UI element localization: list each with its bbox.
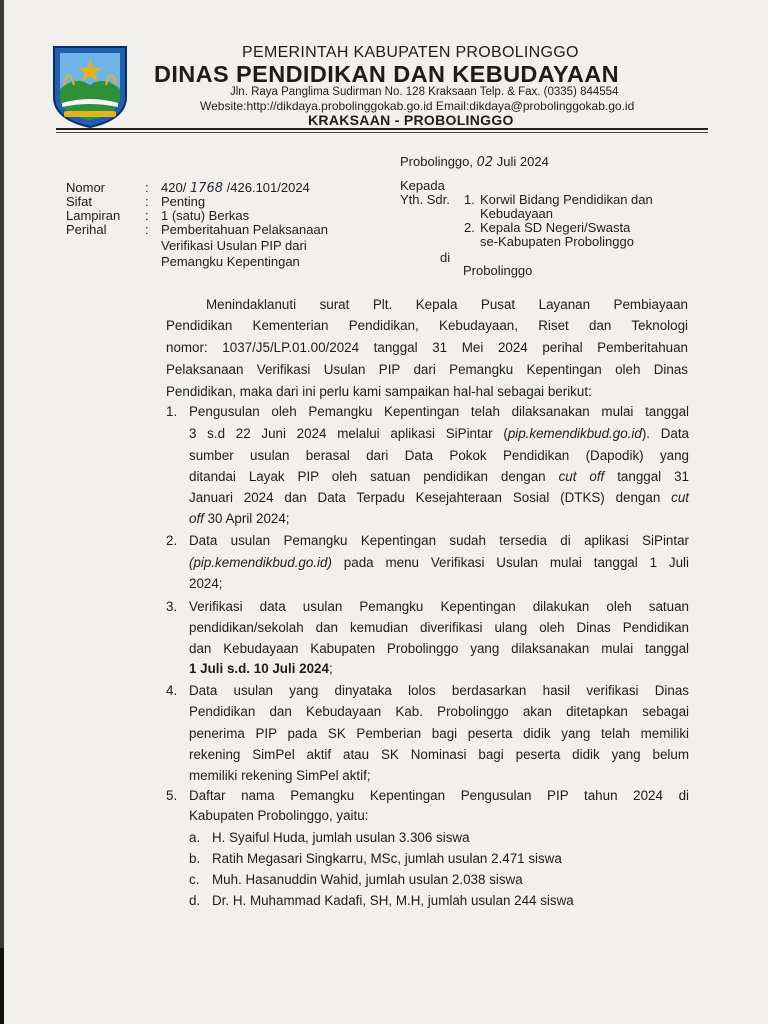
sub-item-b-letter: b.	[189, 851, 201, 866]
nomor-label: Nomor	[66, 180, 106, 195]
sub-item-d-text: Dr. H. Muhammad Kadafi, SH, M.H, jumlah usulan 244 siswa	[212, 893, 574, 908]
letterhead-government: PEMERINTAH KABUPATEN PROBOLINGGO	[242, 44, 579, 61]
intro-line-1: Menindaklanuti surat Plt. Kepala Pusat Layanan Pembiayaan	[206, 297, 688, 312]
sub-item-d-letter: d.	[189, 893, 201, 908]
item-1-line-3: sumber usulan berasal dari Data Pokok Pendidikan (Dapodik) yang	[189, 448, 689, 463]
sub-item-a-text: H. Syaiful Huda, jumlah usulan 3.306 siswa	[212, 830, 470, 845]
item-4-number: 4.	[166, 683, 178, 698]
item-5-number: 5.	[166, 788, 178, 803]
sipintar-url: pip.kemendikbud.go.id	[507, 426, 642, 441]
letter-date	[400, 154, 549, 170]
recipient-kepada: Kepada	[400, 178, 445, 193]
item-5-line-1: Daftar nama Pemangku Kepentingan Pengusulan PIP tahun 2024 di	[189, 788, 689, 803]
sub-item-c-text: Muh. Hasanuddin Wahid, jumlah usulan 2.038 siswa	[212, 872, 523, 887]
sifat-value: Penting	[161, 194, 206, 209]
item-1-line-4	[189, 469, 689, 484]
item-4-line-3: penerima PIP pada SK Pemberian bagi peserta didik yang telah memiliki	[189, 726, 689, 741]
kabupaten-emblem-icon	[52, 45, 128, 129]
scan-edge-bottom	[0, 948, 4, 1024]
recipient-2-number: 2.	[464, 220, 475, 235]
perihal-line-2: Verifikasi Usulan PIP dari	[161, 238, 307, 253]
perihal-label: Perihal	[66, 222, 107, 237]
letterhead-rule-thin	[56, 132, 708, 133]
item-1-number: 1.	[166, 404, 178, 419]
item-4-line-1: Data usulan yang dinyataka lolos berdasarkan hasil verifikasi Dinas	[189, 683, 689, 698]
date-month-year: Juli 2024	[496, 154, 549, 169]
letterhead-rule-thick	[56, 128, 708, 130]
intro-line-5: Pendidikan, maka dari ini perlu kami sampaikan hal-hal sebagai berikut:	[166, 384, 592, 399]
item-3-date-range: 1 Juli s.d. 10 Juli 2024	[189, 661, 329, 676]
item-3-line-1: Verifikasi data usulan Pemangku Kepentingan dilakukan oleh satuan	[189, 599, 689, 614]
item-3-line-4-post: ;	[328, 661, 333, 676]
item-1-line-4-pre: ditandai Layak PIP oleh satuan pendidikan dengan	[189, 469, 559, 484]
date-city: Probolinggo,	[400, 154, 473, 169]
sub-item-b-text: Ratih Megasari Singkarru, MSc, jumlah usulan 2.471 siswa	[212, 851, 562, 866]
recipient-yth: Yth. Sdr.	[400, 192, 450, 207]
item-2-line-3: 2024;	[189, 576, 223, 591]
lampiran-label: Lampiran	[66, 208, 121, 223]
nomor-colon: :	[145, 180, 149, 195]
item-3-line-4	[189, 661, 333, 676]
item-2-number: 2.	[166, 533, 178, 548]
scan-edge-left	[0, 0, 4, 1024]
item-4-line-4: rekening SimPel aktif atau SK Nominasi bagi peserta didik yang belum	[189, 747, 689, 762]
nomor-suffix: /426.101/2024	[226, 180, 310, 195]
item-1-line-5	[189, 490, 689, 505]
letterhead-city: KRAKSAAN - PROBOLINGGO	[308, 112, 514, 128]
item-1-line-6-post: 30 April 2024;	[203, 511, 290, 526]
lampiran-value: 1 (satu) Berkas	[161, 208, 250, 223]
sifat-label: Sifat	[66, 194, 93, 209]
recipient-di: di	[440, 250, 451, 265]
recipient-1-line-2: Kebudayaan	[480, 206, 554, 221]
item-4-line-5: memiliki rekening SimPel aktif;	[189, 768, 371, 783]
item-1-line-5-italic: cut	[671, 490, 689, 505]
intro-line-4: Pelaksanaan Verifikasi Usulan PIP dari Pemangku Kepentingan oleh Dinas	[166, 362, 688, 377]
date-day-handwritten: 02	[476, 155, 494, 170]
nomor-handwritten: 1768	[189, 181, 224, 196]
lampiran-colon: :	[145, 208, 149, 223]
item-1-line-6-italic: off	[189, 511, 204, 526]
item-3-number: 3.	[166, 599, 178, 614]
item-1-line-2	[189, 426, 689, 441]
item-1-line-4-italic: cut off	[558, 469, 605, 484]
sifat-colon: :	[145, 194, 149, 209]
item-3-line-3: dan Kebudayaan Kabupaten Probolinggo yang dilaksanakan mulai tanggal	[189, 641, 689, 656]
item-1-line-2-post: ). Data	[641, 426, 690, 441]
item-1-line-6	[189, 511, 290, 526]
item-1-line-5-pre: Januari 2024 dan Data Terpadu Kesejahteraan Sosial (DTKS) dengan	[189, 490, 672, 505]
sipintar-url-2: (pip.kemendikbud.go.id)	[189, 555, 332, 570]
item-2-line-2-post: pada menu Verifikasi Usulan mulai tanggal 1 Juli	[331, 555, 689, 570]
letterhead-agency: DINAS PENDIDIKAN DAN KEBUDAYAAN	[154, 61, 620, 87]
intro-line-2: Pendidikan Kementerian Pendidikan, Kebudayaan, Riset dan Teknologi	[166, 318, 688, 333]
sub-item-a-letter: a.	[189, 830, 201, 845]
item-5-line-2: Kabupaten Probolinggo, yaitu:	[189, 808, 369, 823]
recipient-2-line-1: Kepala SD Negeri/Swasta	[480, 220, 631, 235]
intro-line-3: nomor: 1037/J5/LP.01.00/2024 tanggal 31 Mei 2024 perihal Pemberitahuan	[166, 340, 688, 355]
recipient-2-line-2: se-Kabupaten Probolinggo	[480, 234, 634, 249]
item-1-line-4-post: tanggal 31	[604, 469, 689, 484]
item-1-line-2-pre: 3 s.d 22 Juni 2024 melalui aplikasi SiPintar (	[189, 426, 508, 441]
item-1-line-1: Pengusulan oleh Pemangku Kepentingan telah dilaksanakan mulai tanggal	[189, 404, 689, 419]
item-3-line-2: pendidikan/sekolah dan kemudian diverifikasi ulang oleh Dinas Pendidikan	[189, 620, 689, 635]
perihal-line-3: Pemangku Kepentingan	[161, 254, 300, 269]
letterhead-website-email: Website:http://dikdaya.probolinggokab.go.id Email:dikdaya@probolinggokab.go.id	[200, 99, 635, 113]
recipient-place: Probolinggo	[463, 263, 533, 278]
recipient-1-line-1: Korwil Bidang Pendidikan dan	[480, 192, 653, 207]
recipient-1-number: 1.	[464, 192, 475, 207]
item-2-line-2	[189, 555, 689, 570]
perihal-colon: :	[145, 222, 149, 237]
nomor-prefix: 420/	[161, 180, 187, 195]
letterhead-address: Jln. Raya Panglima Sudirman No. 128 Kraksaan Telp. & Fax. (0335) 844554	[230, 86, 619, 98]
item-2-line-1: Data usulan Pemangku Kepentingan sudah tersedia di aplikasi SiPintar	[189, 533, 689, 548]
item-4-line-2: Pendidikan dan Kebudayaan Kab. Probolinggo akan ditetapkan sebagai	[189, 704, 689, 719]
sub-item-c-letter: c.	[189, 872, 200, 887]
perihal-line-1: Pemberitahuan Pelaksanaan	[161, 222, 328, 237]
